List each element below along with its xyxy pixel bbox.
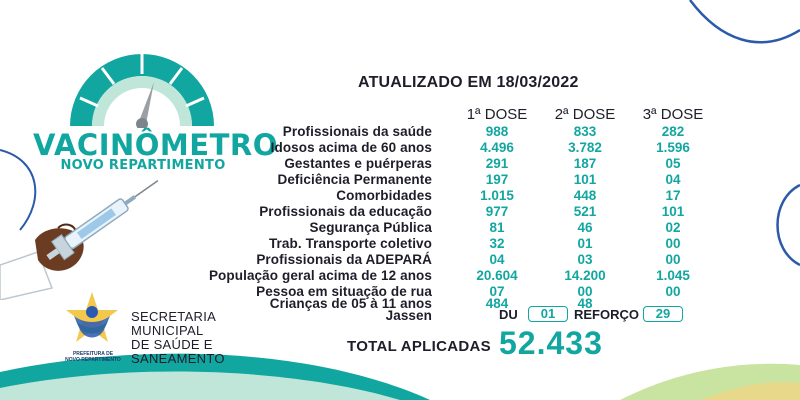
row-label: Profissionais da ADEPARÁ xyxy=(256,252,432,267)
jassen-reforco-value: 29 xyxy=(643,306,683,322)
dose2-value: 448 xyxy=(573,188,597,203)
dose2-value: 833 xyxy=(573,124,597,139)
dose3-value: 00 xyxy=(665,252,681,267)
column-header-dose1: 1ª DOSE xyxy=(466,106,528,123)
dose1-value: 977 xyxy=(485,204,509,219)
row-label: População geral acima de 12 anos xyxy=(208,268,432,283)
gauge-icon xyxy=(62,38,222,128)
dose1-value: 81 xyxy=(489,220,505,235)
table-row-jassen xyxy=(250,308,710,324)
dose2-value: 46 xyxy=(577,220,593,235)
dose3-value: 00 xyxy=(665,236,681,251)
app-subtitle: NOVO REPARTIMENTO xyxy=(60,158,226,173)
column-header-dose2: 2ª DOSE xyxy=(554,106,616,123)
dose1-value: 197 xyxy=(485,172,509,187)
dose2-value: 01 xyxy=(577,236,593,251)
row-label: Comorbidades xyxy=(336,188,432,203)
dose2-value: 03 xyxy=(577,252,593,267)
dose3-value: 282 xyxy=(661,124,685,139)
dose2-value: 00 xyxy=(577,284,593,299)
total-label: TOTAL APLICADAS xyxy=(347,338,491,355)
dose1-value: 32 xyxy=(489,236,505,251)
dose1-value: 988 xyxy=(485,124,509,139)
secretaria-logo-icon xyxy=(62,290,122,352)
dose3-value: 1.596 xyxy=(656,140,690,155)
table-row xyxy=(208,268,710,284)
dose2-value: 14.200 xyxy=(564,268,606,283)
table-row xyxy=(250,204,710,220)
updated-date: ATUALIZADO EM 18/03/2022 xyxy=(358,74,579,91)
table-row xyxy=(250,220,710,236)
dose2-value: 101 xyxy=(573,172,597,187)
dose1-value: 20.604 xyxy=(476,268,518,283)
dose2-value: 3.782 xyxy=(568,140,602,155)
syringe-hand-icon xyxy=(0,170,170,300)
row-label: Gestantes e puérperas xyxy=(284,156,432,171)
dose3-value: 1.045 xyxy=(656,268,690,283)
dose1-value: 07 xyxy=(489,284,505,299)
dose3-value: 101 xyxy=(661,204,685,219)
row-label: Jassen xyxy=(385,308,432,323)
row-label: Profissionais da saúde xyxy=(282,124,432,139)
jassen-du-label: DU xyxy=(499,307,518,322)
dose3-value: 04 xyxy=(665,172,681,187)
row-label: Profissionais da educação xyxy=(259,204,432,219)
table-row xyxy=(250,252,710,268)
total-value: 52.433 xyxy=(499,325,603,361)
table-row xyxy=(250,236,710,252)
logo-caption: PREFEITURA DE NOVO REPARTIMENTO xyxy=(65,351,121,363)
row-label: Pessoa em situação de rua xyxy=(256,284,432,299)
row-label: Trab. Transporte coletivo xyxy=(268,236,432,251)
dose1-value: 484 xyxy=(485,296,509,311)
row-label: Deficiência Permanente xyxy=(277,172,432,187)
dose3-value: 02 xyxy=(665,220,681,235)
table-row xyxy=(250,172,710,188)
dose3-value: 05 xyxy=(665,156,681,171)
row-label: Segurança Pública xyxy=(309,220,432,235)
table-row xyxy=(250,156,710,172)
app-title: VACINÔMETRO xyxy=(33,128,278,162)
secretaria-name: SECRETARIA MUNICIPAL DE SAÚDE E SANEAMENTO xyxy=(131,309,225,366)
row-label: Idosos acima de 60 anos xyxy=(270,140,432,155)
column-header-dose3: 3ª DOSE xyxy=(642,106,704,123)
dose3-value: 00 xyxy=(665,284,681,299)
dose1-value: 291 xyxy=(485,156,509,171)
table-row xyxy=(250,188,710,204)
dose2-value: 48 xyxy=(577,296,593,311)
jassen-reforco-label: REFORÇO xyxy=(574,307,639,322)
dose2-value: 521 xyxy=(573,204,597,219)
dose2-value: 187 xyxy=(573,156,597,171)
dose1-value: 4.496 xyxy=(480,140,514,155)
dose1-value: 1.015 xyxy=(480,188,514,203)
dose3-value: 17 xyxy=(665,188,681,203)
table-row xyxy=(250,140,710,156)
table-row xyxy=(250,124,710,140)
dose1-value: 04 xyxy=(489,252,505,267)
jassen-du-value: 01 xyxy=(528,306,568,322)
row-label: Crianças de 05 à 11 anos xyxy=(269,296,432,311)
